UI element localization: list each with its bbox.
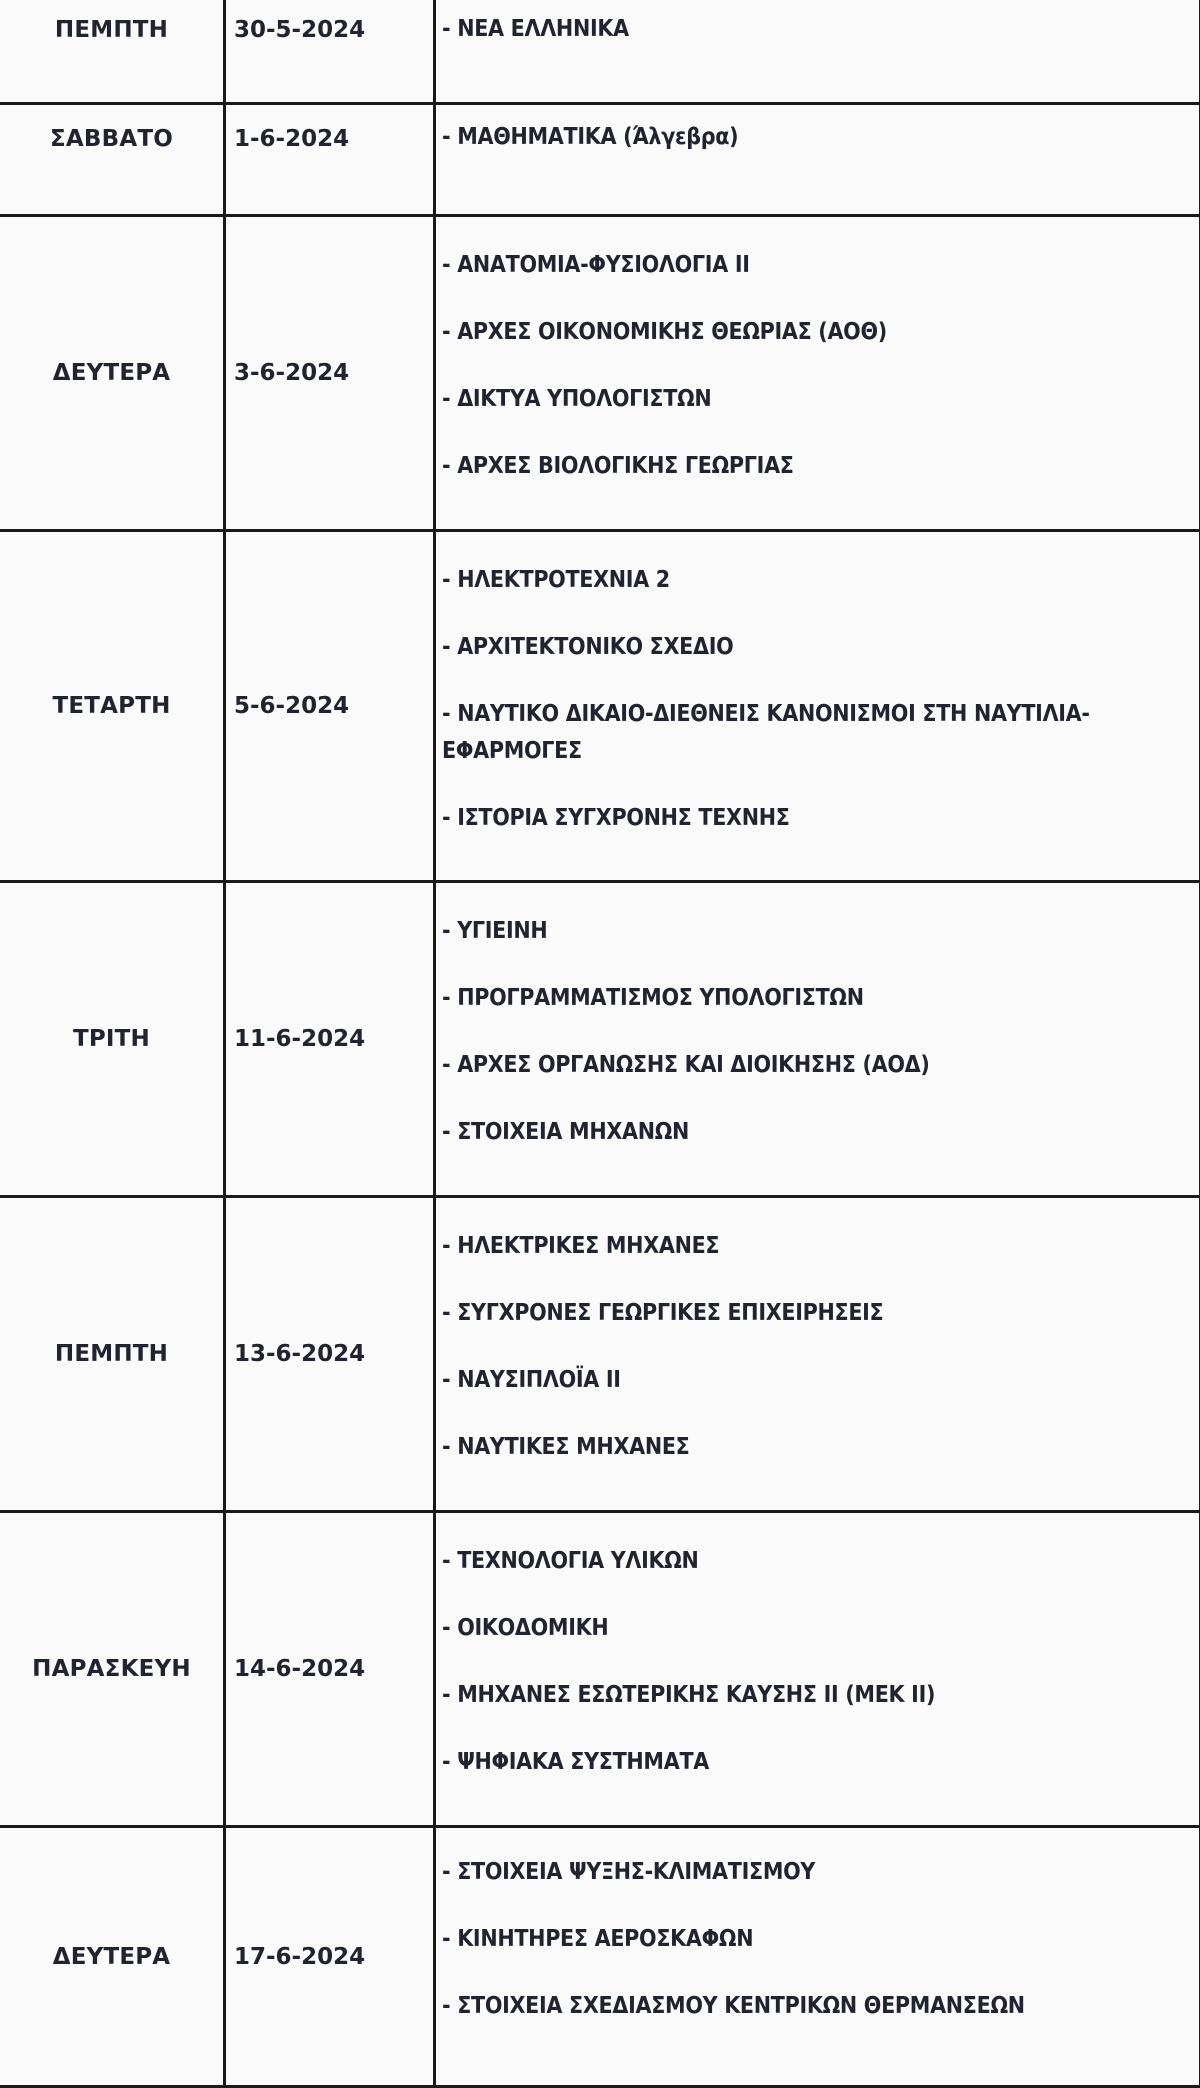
subjects-cell [435, 1512, 1200, 1827]
subjects-cell [435, 104, 1200, 216]
subjects-cell [435, 882, 1200, 1197]
day-cell [0, 0, 225, 104]
subject-item: - ΟΙΚΟΔΟΜΙΚΗ [442, 1610, 1193, 1647]
day-cell [0, 1512, 225, 1827]
schedule-row [0, 104, 1200, 216]
day-label: ΤΕΤΑΡΤΗ [0, 693, 223, 719]
day-cell [0, 1827, 225, 2087]
date-cell [225, 1512, 435, 1827]
schedule-row [0, 216, 1200, 531]
date-cell [225, 104, 435, 216]
schedule-row [0, 0, 1200, 104]
subject-item: - ΑΡΧΙΤΕΚΤΟΝΙΚΟ ΣΧΕΔΙΟ [442, 629, 1193, 666]
subject-item: - ΣΥΓΧΡΟΝΕΣ ΓΕΩΡΓΙΚΕΣ ΕΠΙΧΕΙΡΗΣΕΙΣ [442, 1295, 1193, 1332]
subject-item: - ΑΡΧΕΣ ΒΙΟΛΟΓΙΚΗΣ ΓΕΩΡΓΙΑΣ [442, 448, 1193, 485]
date-label: 30-5-2024 [234, 17, 433, 43]
date-cell [225, 216, 435, 531]
schedule-row [0, 531, 1200, 882]
day-cell [0, 531, 225, 882]
subject-item: - ΗΛΕΚΤΡΙΚΕΣ ΜΗΧΑΝΕΣ [442, 1228, 1193, 1265]
subject-item: - ΔΙΚΤΥΑ ΥΠΟΛΟΓΙΣΤΩΝ [442, 381, 1193, 418]
day-label: ΤΡΙΤΗ [0, 1026, 223, 1052]
subject-item: - ΚΙΝΗΤΗΡΕΣ ΑΕΡΟΣΚΑΦΩΝ [442, 1921, 1193, 1958]
day-cell [0, 882, 225, 1197]
day-label: ΠΑΡΑΣΚΕΥΗ [0, 1656, 223, 1682]
day-cell [0, 104, 225, 216]
schedule-row [0, 1197, 1200, 1512]
subject-item: - ΗΛΕΚΤΡΟΤΕΧΝΙΑ 2 [442, 562, 1193, 599]
date-label: 17-6-2024 [234, 1944, 433, 1970]
subjects-cell [435, 531, 1200, 882]
subjects-cell [435, 0, 1200, 104]
day-label: ΔΕΥΤΕΡΑ [0, 1944, 223, 1970]
subject-item: - ΥΓΙΕΙΝΗ [442, 913, 1193, 950]
subject-item: - ΣΤΟΙΧΕΙΑ ΜΗΧΑΝΩΝ [442, 1114, 1193, 1151]
subjects-cell [435, 216, 1200, 531]
subject-item: - ΜΗΧΑΝΕΣ ΕΣΩΤΕΡΙΚΗΣ ΚΑΥΣΗΣ ΙΙ (ΜΕΚ ΙΙ) [442, 1677, 1193, 1714]
day-cell [0, 216, 225, 531]
day-label: ΔΕΥΤΕΡΑ [0, 360, 223, 386]
subject-item: - ΝΑΥΤΙΚΟ ΔΙΚΑΙΟ-ΔΙΕΘΝΕΙΣ ΚΑΝΟΝΙΣΜΟΙ ΣΤΗ ΝΑΥΤΙΛΙΑ-ΕΦΑΡΜΟΓΕΣ [442, 696, 1193, 770]
date-cell [225, 1197, 435, 1512]
subject-item: - ΝΑΥΤΙΚΕΣ ΜΗΧΑΝΕΣ [442, 1429, 1193, 1466]
day-label: ΠΕΜΠΤΗ [0, 17, 223, 43]
day-label: ΣΑΒΒΑΤΟ [0, 126, 223, 152]
subject-item: - ΜΑΘΗΜΑΤΙΚΑ (Άλγεβρα) [442, 119, 1193, 156]
subject-item: - ΠΡΟΓΡΑΜΜΑΤΙΣΜΟΣ ΥΠΟΛΟΓΙΣΤΩΝ [442, 980, 1193, 1017]
day-label: ΠΕΜΠΤΗ [0, 1341, 223, 1367]
date-label: 14-6-2024 [234, 1656, 433, 1682]
subject-item: - ΨΗΦΙΑΚΑ ΣΥΣΤΗΜΑΤΑ [442, 1744, 1193, 1781]
subject-item: - ΑΡΧΕΣ ΟΡΓΑΝΩΣΗΣ ΚΑΙ ΔΙΟΙΚΗΣΗΣ (ΑΟΔ) [442, 1047, 1193, 1084]
subject-item: - ΣΤΟΙΧΕΙΑ ΨΥΞΗΣ-ΚΛΙΜΑΤΙΣΜΟΥ [442, 1854, 1193, 1891]
date-cell [225, 0, 435, 104]
schedule-row [0, 1827, 1200, 2087]
subject-item: - ΤΕΧΝΟΛΟΓΙΑ ΥΛΙΚΩΝ [442, 1543, 1193, 1580]
subject-item: - ΙΣΤΟΡΙΑ ΣΥΓΧΡΟΝΗΣ ΤΕΧΝΗΣ [442, 800, 1193, 837]
date-label: 3-6-2024 [234, 360, 433, 386]
schedule-row [0, 1512, 1200, 1827]
date-label: 5-6-2024 [234, 693, 433, 719]
subject-item: - ΑΡΧΕΣ ΟΙΚΟΝΟΜΙΚΗΣ ΘΕΩΡΙΑΣ (ΑΟΘ) [442, 314, 1193, 351]
schedule-row [0, 882, 1200, 1197]
subject-item: - ΝΕΑ ΕΛΛΗΝΙΚΑ [442, 11, 1193, 48]
date-label: 1-6-2024 [234, 126, 433, 152]
subject-item: - ΑΝΑΤΟΜΙΑ-ΦΥΣΙΟΛΟΓΙΑ ΙΙ [442, 247, 1193, 284]
date-label: 13-6-2024 [234, 1341, 433, 1367]
date-cell [225, 882, 435, 1197]
date-label: 11-6-2024 [234, 1026, 433, 1052]
subjects-cell [435, 1827, 1200, 2087]
subjects-cell [435, 1197, 1200, 1512]
date-cell [225, 1827, 435, 2087]
subject-item: - ΣΤΟΙΧΕΙΑ ΣΧΕΔΙΑΣΜΟΥ ΚΕΝΤΡΙΚΩΝ ΘΕΡΜΑΝΣΕΩΝ [442, 1988, 1193, 2025]
date-cell [225, 531, 435, 882]
day-cell [0, 1197, 225, 1512]
subject-item: - ΝΑΥΣΙΠΛΟΪΑ ΙΙ [442, 1362, 1193, 1399]
